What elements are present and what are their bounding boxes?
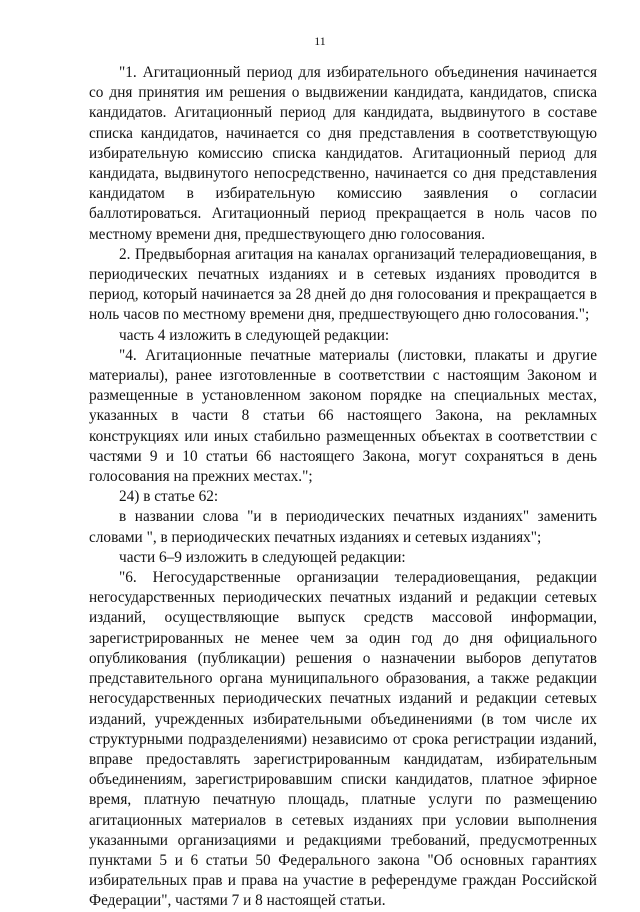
paragraph-part4-instruction: часть 4 изложить в следующей редакции: [119, 326, 390, 344]
paragraph-part4-text: "4. Агитационные печатные материалы (листовки, плакаты и другие материалы), ранее изготовленные в соответствии с настоящим Законом и размещенные в установленном законом порядке на специальных местах, указанных в части 8 статьи 66 настоящего Закона, на рекламных конструкциях или иных стабильно размещенных объектах в соответствии с частями 9 и 10 статьи 66 настоящего Закона, могут сохраняться в день голосования на прежних местах."; [89, 346, 597, 486]
paragraph-part6-text: "6. Негосударственные организации телерадиовещания, редакции негосударственных периодических печатных изданий и редакции сетевых изданий, осуществляющие выпуск средств массовой информации, зарегистрированных не менее чем за один год до дня официального опубликования (публикации) решения о назначении выборов депутатов представительного органа муниципального образования, а также редакции негосударственных периодических печатных изданий и редакции сетевых изданий, учрежденных избирательными объединениями (в том числе их структурными подразделениями) независимо от срока регистрации изданий, вправе предоставлять зарегистрированным кандидатам, избирательным объединениям, зарегистрировавшим списки кандидатов, платное эфирное время, платную печатную площадь, платные услуги по размещению агитационных материалов в сетевых изданиях при условии выполнения указанными организациями и редакциями требований, предусмотренных пунктами 5 и 6 статьи 50 Федерального закона "Об основных гарантиях избирательных прав и права на участие в референдуме граждан Российской Федерации", частями 7 и 8 настоящей статьи. [89, 569, 597, 910]
paragraph-item-24: 24) в статье 62: [119, 488, 219, 506]
document-body [89, 63, 597, 912]
paragraph-title-replacement: в названии слова "и в периодических печатных изданиях" заменить словами ", в периодических печатных изданиях и сетевых изданиях"; [89, 508, 597, 546]
paragraph-parts-6-9-instruction: части 6–9 изложить в следующей редакции: [119, 548, 406, 566]
paragraph-preelection-agitation: 2. Предвыборная агитация на каналах организаций телерадиовещания, в периодических печатных изданиях и в сетевых изданиях проводится в период, который начинается за 28 дней до дня голосования и прекращается в ноль часов по местному времени дня, предшествующего дню голосования."; [89, 245, 597, 324]
page-number: 11 [314, 34, 326, 48]
paragraph-agitation-period: "1. Агитационный период для избирательного объединения начинается со дня принятия им решения о выдвижении кандидата, кандидатов, списка кандидатов. Агитационный период для кандидата, выдвинутого в составе списка кандидатов, начинается со дня представления в соответствующую избирательную комиссию списка кандидатов. Агитационный период для кандидата, выдвинутого непосредственно, начинается со дня представления кандидатом в избирательную комиссию заявления о согласии баллотироваться. Агитационный период прекращается в ноль часов по местному времени дня, предшествующего дню голосования. [89, 64, 597, 243]
